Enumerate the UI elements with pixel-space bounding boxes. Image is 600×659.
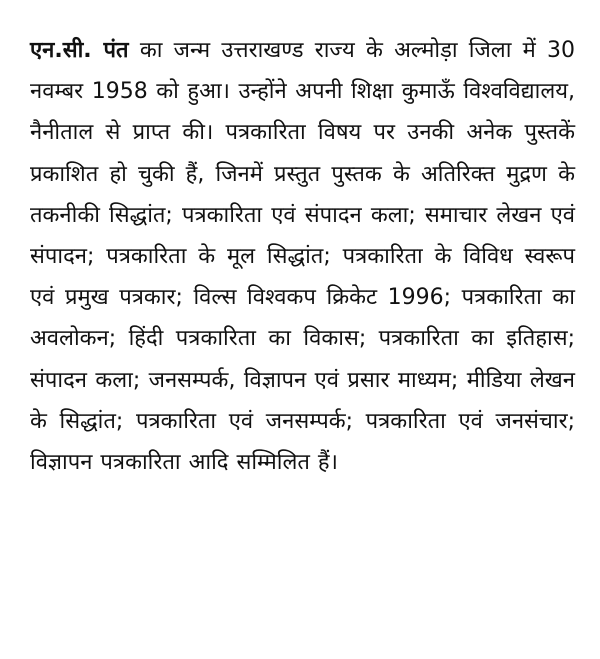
author-bio-paragraph <box>30 30 575 483</box>
biography-text: का जन्म उत्तराखण्ड राज्य के अल्मोड़ा जिला में 30 नवम्बर 1958 को हुआ। उन्होंने अपनी शिक्षा कुमाऊँ विश्वविद्यालय, नैनीताल से प्राप्त की। पत्रकारिता विषय पर उनकी अनेक पुस्तकें प्रकाशित हो चुकी हैं, जिनमें प्रस्तुत पुस्तक के अतिरिक्त मुद्रण के तकनीकी सिद्धांत; पत्रकारिता एवं संपादन कला; समाचार लेखन एवं संपादन; पत्रकारिता के मूल सिद्धांत; पत्रकारिता के विविध स्वरूप एवं प्रमुख पत्रकार; विल्स विश्वकप क्रिकेट 1996; पत्रकारिता का अवलोकन; हिंदी पत्रकारिता का विकास; पत्रकारिता का इतिहास; संपादन कला; जनसम्पर्क, विज्ञापन एवं प्रसार माध्यम; मीडिया लेखन के सिद्धांत; पत्रकारिता एवं जनसम्पर्क; पत्रकारिता एवं जनसंचार; विज्ञापन पत्रकारिता आदि सम्मिलित हैं। <box>30 38 576 476</box>
author-name: एन.सी. पंत <box>30 38 129 63</box>
